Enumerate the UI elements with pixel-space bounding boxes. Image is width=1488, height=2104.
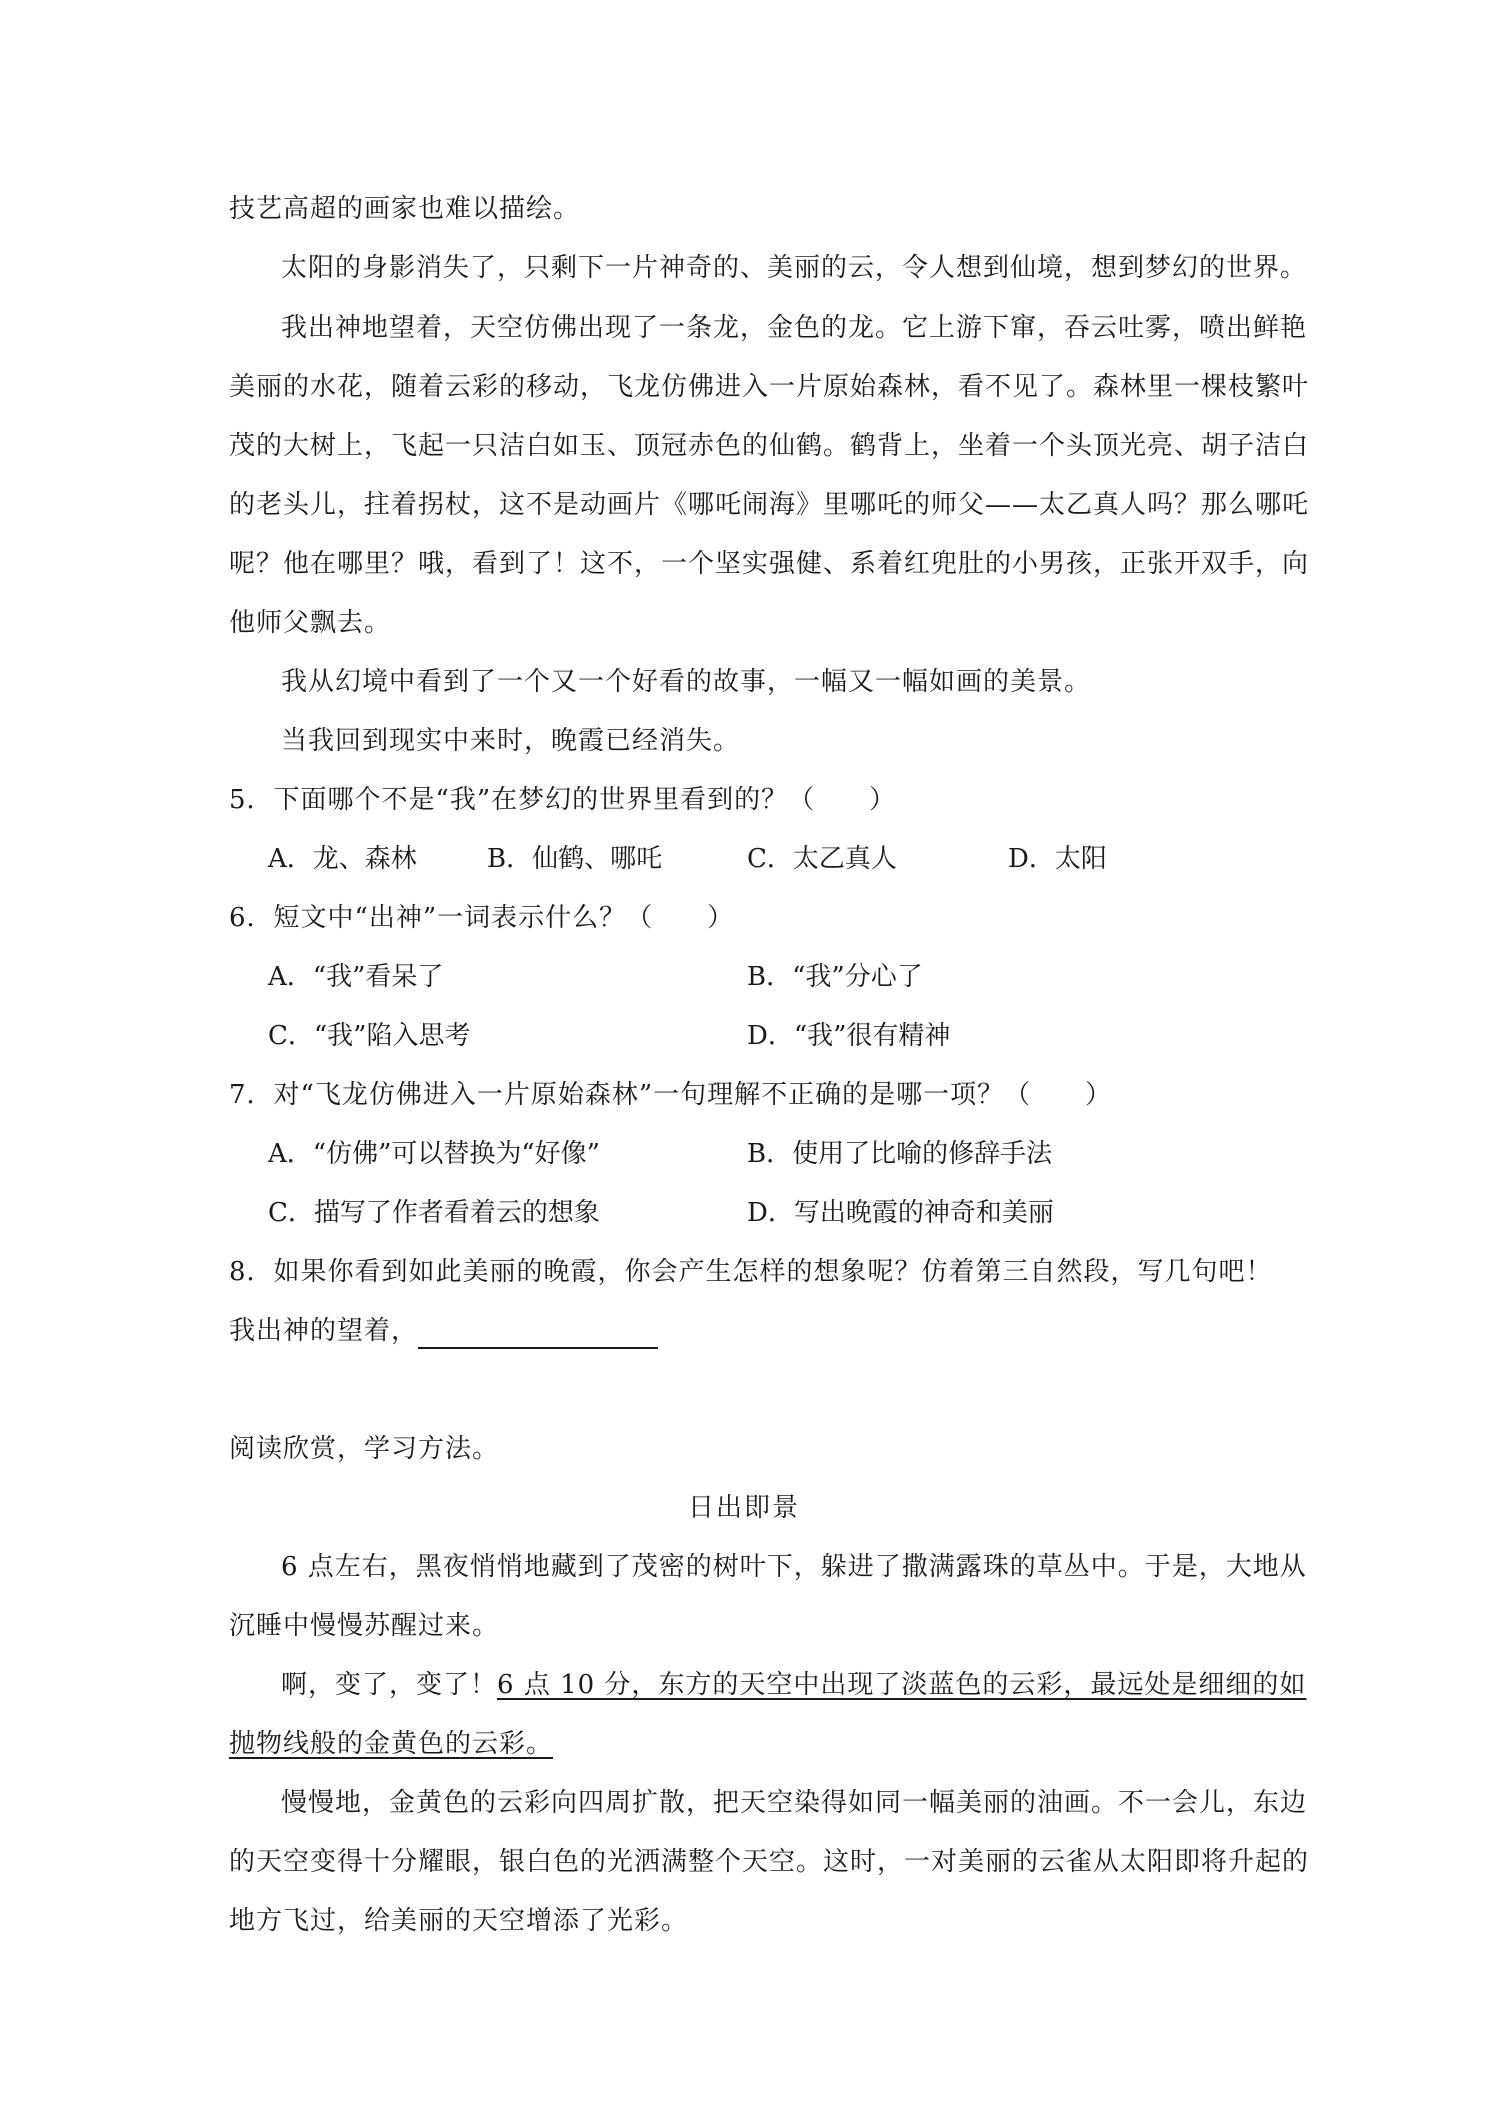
passage-paragraph-2-line-2: 美丽的水花，随着云彩的移动，飞龙仿佛进入一片原始森林，看不见了。森林里一棵枝繁叶 <box>229 372 1310 402</box>
question-6-stem: 6．短文中“出神”一词表示什么？（ ） <box>229 903 735 933</box>
question-6-option-a[interactable]: A．“我”看呆了 <box>268 962 444 992</box>
question-6-option-c[interactable]: C．“我”陷入思考 <box>268 1021 471 1051</box>
question-5-option-d[interactable]: D．太阳 <box>1008 844 1107 874</box>
question-5-option-a[interactable]: A．龙、森林 <box>268 844 417 874</box>
answer-blank[interactable] <box>418 1317 658 1349</box>
passage-paragraph-0: 技艺高超的画家也难以描绘。 <box>229 194 581 224</box>
question-6-option-d[interactable]: D．“我”很有精神 <box>747 1021 951 1051</box>
question-8-answer-line <box>229 1313 1269 1349</box>
article-title: 日出即景 <box>687 1493 800 1523</box>
underlined-sentence-part-1: 6 点 10 分，东方的天空中出现了淡蓝色的云彩，最远处是细细的如 <box>497 1670 1307 1700</box>
question-7-option-c[interactable]: C．描写了作者看着云的想象 <box>268 1198 600 1228</box>
passage-paragraph-3: 我从幻境中看到了一个又一个好看的故事，一幅又一幅如画的美景。 <box>281 667 1092 697</box>
underlined-sentence-part-2: 抛物线般的金黄色的云彩。 <box>229 1729 554 1759</box>
passage-paragraph-2-line-6: 他师父飘去。 <box>229 608 392 638</box>
passage-paragraph-2-line-5: 呢？他在哪里？哦，看到了！这不，一个坚实强健、系着红兜肚的小男孩，正张开双手，向 <box>229 549 1310 579</box>
question-5-option-b[interactable]: B．仙鹤、哪吒 <box>487 844 663 874</box>
article-paragraph-2-line-1 <box>281 1667 1321 1703</box>
question-5-stem: 5．下面哪个不是“我”在梦幻的世界里看到的？（ ） <box>229 785 897 815</box>
passage-paragraph-2-line-1: 我出神地望着，天空仿佛出现了一条龙，金色的龙。它上游下窜，吞云吐雾，喷出鲜艳 <box>281 313 1308 343</box>
article-paragraph-2-line-2 <box>229 1726 1269 1762</box>
question-7-option-d[interactable]: D．写出晚霞的神奇和美丽 <box>747 1198 1054 1228</box>
article-paragraph-1-line-2: 沉睡中慢慢苏醒过来。 <box>229 1611 500 1641</box>
section-heading: 阅读欣赏，学习方法。 <box>229 1434 500 1464</box>
article-paragraph-3-line-2: 的天空变得十分耀眼，银白色的光洒满整个天空。这时，一对美丽的云雀从太阳即将升起的 <box>229 1847 1310 1877</box>
article-paragraph-3-line-3: 地方飞过，给美丽的天空增添了光彩。 <box>229 1906 689 1936</box>
article-paragraph-2-lead: 啊，变了，变了！ <box>281 1670 498 1700</box>
article-paragraph-1-line-1: 6 点左右，黑夜悄悄地藏到了茂密的树叶下，躲进了撒满露珠的草丛中。于是，大地从 <box>281 1552 1307 1582</box>
passage-paragraph-2-line-4: 的老头儿，拄着拐杖，这不是动画片《哪吒闹海》里哪吒的师父——太乙真人吗？那么哪吒 <box>229 490 1310 520</box>
question-7-option-b[interactable]: B．使用了比喻的修辞手法 <box>747 1139 1053 1169</box>
question-7-option-a[interactable]: A．“仿佛”可以替换为“好像” <box>268 1139 600 1169</box>
passage-paragraph-2-line-3: 茂的大树上，飞起一只洁白如玉、顶冠赤色的仙鹤。鹤背上，坐着一个头顶光亮、胡子洁白 <box>229 431 1310 461</box>
passage-paragraph-4: 当我回到现实中来时，晚霞已经消失。 <box>281 726 741 756</box>
article-paragraph-3-line-1: 慢慢地，金黄色的云彩向四周扩散，把天空染得如同一幅美丽的油画。不一会儿，东边 <box>281 1788 1308 1818</box>
question-5-option-c[interactable]: C．太乙真人 <box>747 844 897 874</box>
passage-paragraph-1: 太阳的身影消失了，只剩下一片神奇的、美丽的云，令人想到仙境，想到梦幻的世界。 <box>281 253 1308 283</box>
question-8-prompt: 我出神的望着， <box>229 1316 419 1346</box>
question-8-stem: 8．如果你看到如此美丽的晚霞，你会产生怎样的想象呢？仿着第三自然段，写几句吧！ <box>229 1257 1273 1287</box>
question-7-stem: 7．对“飞龙仿佛进入一片原始森林”一句理解不正确的是哪一项？（ ） <box>229 1080 1113 1110</box>
question-6-option-b[interactable]: B．“我”分心了 <box>747 962 923 992</box>
